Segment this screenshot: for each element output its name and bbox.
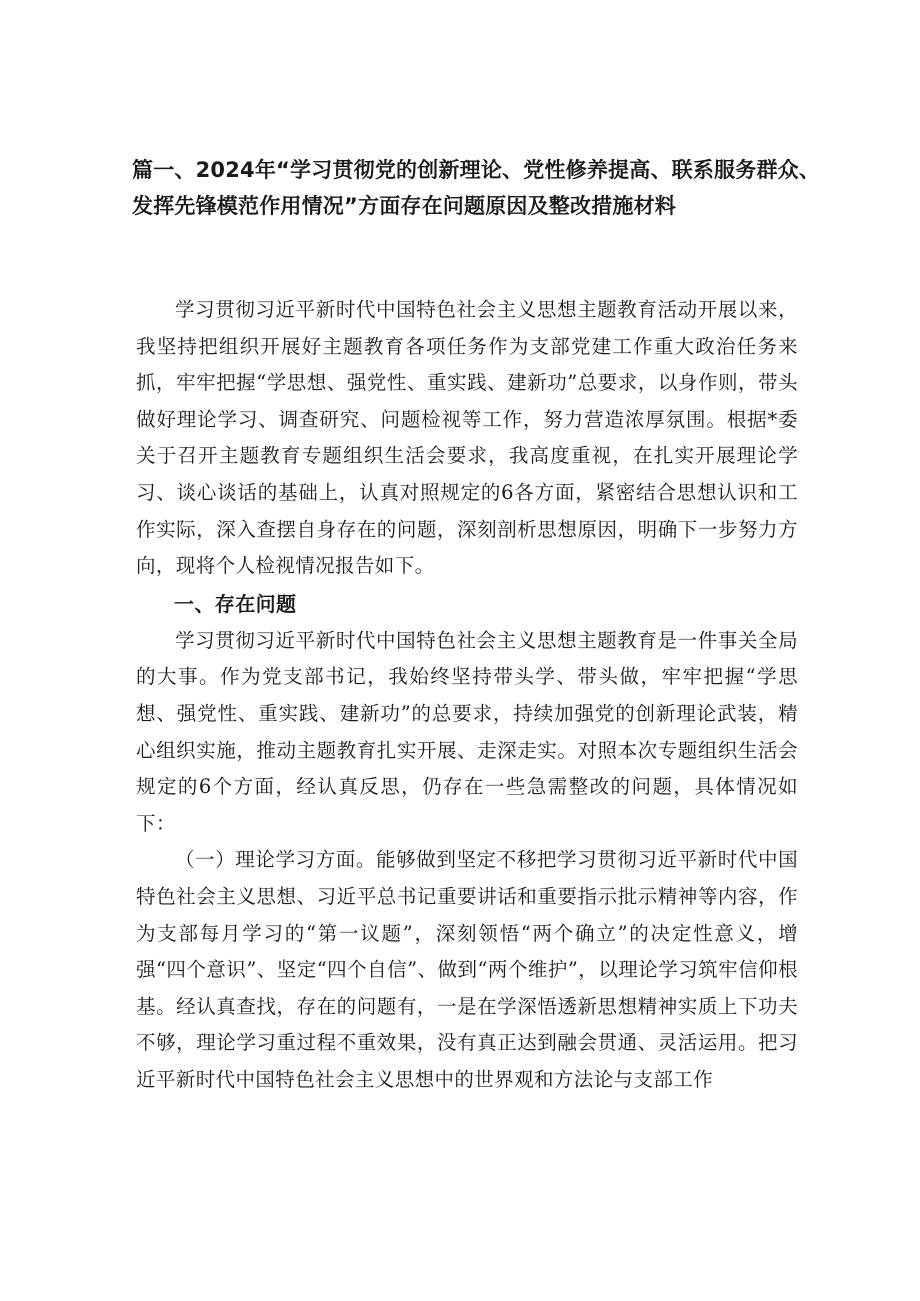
document-title-line-1: 篇一、2024年“学习贯彻党的创新理论、党性修养提高、联系服务群众、 xyxy=(132,158,821,182)
section-heading-problems: 一、存在问题 xyxy=(174,591,297,616)
document-body xyxy=(136,292,798,1098)
document-title-line-2: 发挥先锋模范作用情况”方面存在问题原因及整改措施材料 xyxy=(132,194,676,218)
document-title xyxy=(132,152,821,224)
subsection-paragraph-theory-study: （一）理论学习方面。能够做到坚定不移把学习贯彻习近平新时代中国特色社会主义思想、习近平总书记重要讲话和重要指示批示精神等内容，作为支部每月学习的“第一议题”，深刻领悟“两个确立”的决定性意义，增强“四个意识”、坚定“四个自信”、做到“两个维护”，以理论学习筑牢信仰根基。经认真查找，存在的问题有，一是在学深悟透新思想精神实质上下功夫不够，理论学习重过程不重效果，没有真正达到融会贯通、灵活运用。把习近平新时代中国特色社会主义思想中的世界观和方法论与支部工作 xyxy=(136,848,798,1091)
section-paragraph-problems: 学习贯彻习近平新时代中国特色社会主义思想主题教育是一件事关全局的大事。作为党支部书记，我始终坚持带头学、带头做，牢牢把握“学思想、强党性、重实践、建新功”的总要求，持续加强党的创新理论武装，精心组织实施，推动主题教育扎实开展、走深走实。对照本次专题组织生活会规定的6个方面，经认真反思，仍存在一些急需整改的问题，具体情况如下： xyxy=(136,628,798,835)
intro-paragraph: 学习贯彻习近平新时代中国特色社会主义思想主题教育活动开展以来，我坚持把组织开展好主题教育各项任务作为支部党建工作重大政治任务来抓，牢牢把握“学思想、强党性、重实践、建新功”总要求，以身作则，带头做好理论学习、调查研究、问题检视等工作，努力营造浓厚氛围。根据*委关于召开主题教育专题组织生活会要求，我高度重视，在扎实开展理论学习、谈心谈话的基础上，认真对照规定的6各方面，紧密结合思想认识和工作实际，深入查摆自身存在的问题，深刻剖析思想原因，明确下一步努力方向，现将个人检视情况报告如下。 xyxy=(136,298,798,578)
